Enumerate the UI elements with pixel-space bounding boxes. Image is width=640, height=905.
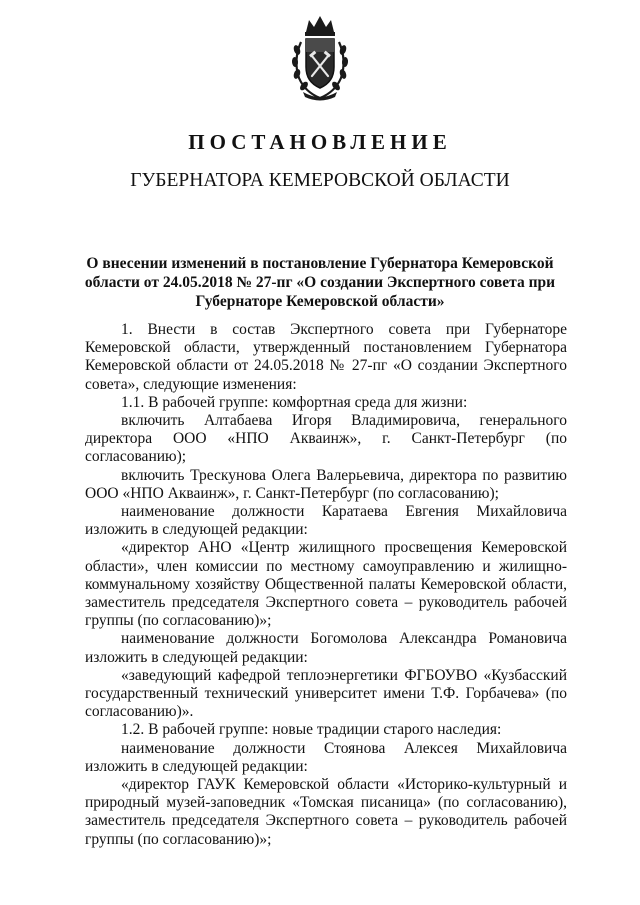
coat-of-arms-emblem <box>287 12 353 102</box>
paragraph-section-1-1: 1.1. В рабочей группе: комфортная среда для жизни: <box>121 393 468 411</box>
paragraph-quote-bogomolov: «заведующий кафедрой теплоэнергетики ФГБОУВО «Кузбасский государственный технический университет имени Т.Ф. Горбачева» (по согласованию)». <box>85 666 567 721</box>
subject-line: области от 24.05.2018 № 27-пг «О создании Экспертного совета при <box>84 274 556 291</box>
subject-line: Губернаторе Кемеровской области» <box>195 293 445 310</box>
subject-line: О внесении изменений в постановление Губернатора Кемеровской <box>86 255 554 272</box>
document-subject <box>70 254 570 311</box>
paragraph-include-altabaev: включить Алтабаева Игоря Владимировича, генерального директора ООО «НПО Акваинж», г. Санкт-Петербург (по согласованию); <box>85 412 567 466</box>
paragraph-item-1: 1. Внести в состав Экспертного совета при Губернаторе Кемеровской области, утвержденный постановлением Губернатора Кемеровской области от 24.05.2018 № 27-пг «О создании Экспертного совета», следующие изменения: <box>85 321 567 393</box>
document-body <box>85 321 567 849</box>
paragraph-section-1-2: 1.2. В рабочей группе: новые традиции старого наследия: <box>121 721 502 739</box>
paragraph-include-treskunov: включить Трескунова Олега Валерьевича, директора по развитию ООО «НПО Акваинж», г. Санкт-Петербург (по согласованию); <box>85 466 567 502</box>
paragraph-position-bogomolov: наименование должности Богомолова Александра Романовича изложить в следующей редакции: <box>85 630 567 666</box>
paragraph-quote-stoyanov: «директор ГАУК Кемеровской области «Историко-культурный и природный музей-заповедник «Томская писаница» (по согласованию), заместитель председателя Экспертного совета – руководитель рабочей группы (по согласованию)»; <box>85 776 567 848</box>
issuer-title: ГУБЕРНАТОРА КЕМЕРОВСКОЙ ОБЛАСТИ <box>130 170 510 191</box>
paragraph-quote-karataev: «директор АНО «Центр жилищного просвещения Кемеровской области», член комиссии по местному самоуправлению и жилищно-коммунальному хозяйству Общественной палаты Кемеровской области, заместитель председателя Экспертного совета – руководитель рабочей группы (по согласованию)»; <box>85 539 567 630</box>
document-type-title: ПОСТАНОВЛЕНИЕ <box>188 130 452 154</box>
paragraph-position-karataev: наименование должности Каратаева Евгения Михайловича изложить в следующей редакции: <box>85 503 567 539</box>
paragraph-position-stoyanov: наименование должности Стоянова Алексея Михайловича изложить в следующей редакции: <box>85 739 567 775</box>
